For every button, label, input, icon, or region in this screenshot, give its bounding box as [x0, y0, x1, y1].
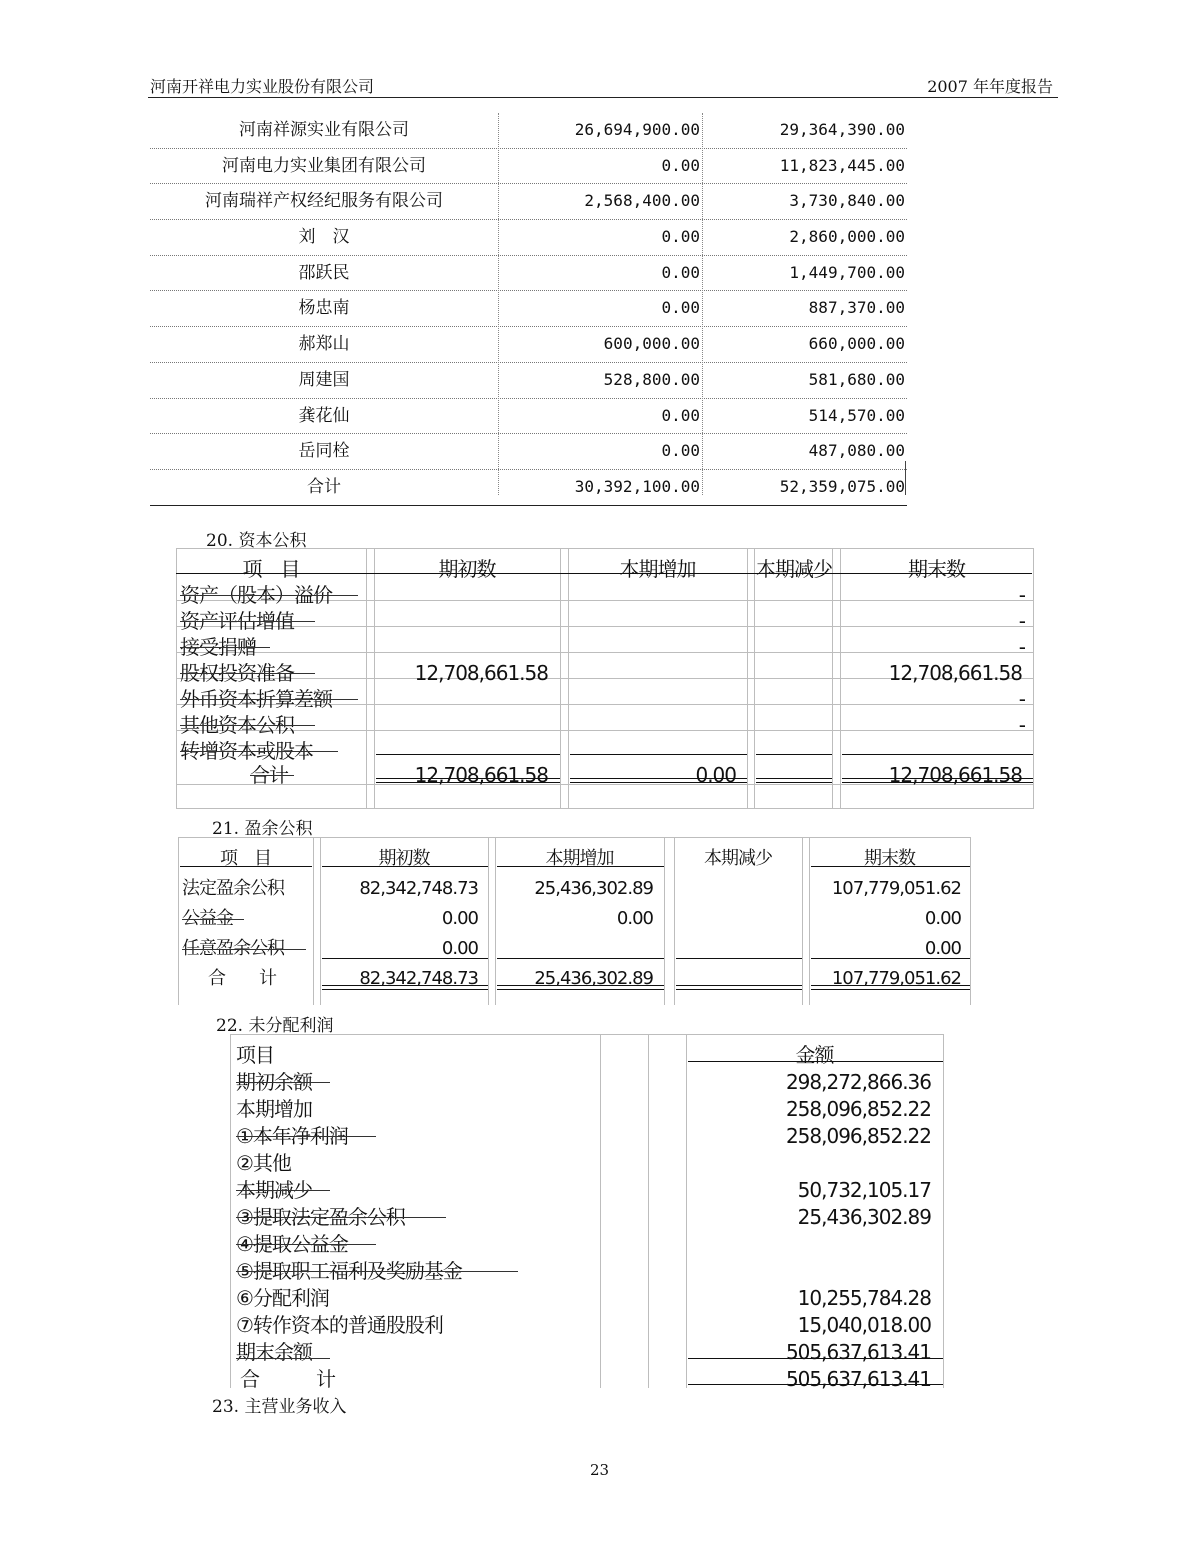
row-amount: 10,255,784.28: [797, 1286, 931, 1310]
row-closing: -: [1018, 609, 1025, 633]
row-name: 杨忠南: [298, 298, 350, 319]
row-label: 外币资本折算差额: [180, 687, 332, 711]
grid-line: [970, 837, 971, 1005]
row-label: 本期增加: [236, 1097, 312, 1121]
col-header-decrease: 本期减少: [756, 557, 832, 581]
row-opening: 0.00: [441, 938, 478, 959]
strike-line: [180, 725, 315, 726]
row-closing: 581,680.00: [808, 369, 905, 389]
subtotal-rule: [842, 754, 1033, 755]
total-rule: [842, 778, 1033, 783]
shareholder-table: [150, 113, 907, 506]
strike-line: [236, 1271, 518, 1272]
row-amount: 50,732,105.17: [797, 1178, 931, 1202]
row-name: 河南祥源实业有限公司: [239, 120, 409, 140]
strike-line: [180, 647, 270, 648]
row-closing: 887,370.00: [808, 298, 905, 318]
strike-line: [180, 673, 315, 674]
row-closing: -: [1018, 687, 1025, 711]
row-opening: 600,000.00: [603, 334, 700, 354]
column-divider: [905, 461, 906, 495]
row-opening: 2,568,400.00: [584, 191, 700, 211]
row-name: 河南瑞祥产权经纪服务有限公司: [205, 191, 443, 212]
section-title: 21. 盈余公积: [212, 819, 313, 839]
row-label: 其他资本公积: [180, 713, 294, 737]
row-label: 公益金: [182, 908, 233, 929]
subtotal-rule: [322, 958, 488, 959]
total-closing: 12,708,661.58: [888, 763, 1022, 787]
table-row: [150, 291, 907, 327]
row-amount: 258,096,852.22: [785, 1097, 931, 1121]
grid-line: [176, 808, 1034, 809]
section-title: 23. 主营业务收入: [212, 1397, 347, 1417]
grid-line: [802, 837, 803, 1005]
grid-line: [600, 1034, 601, 1388]
subtotal-rule: [811, 958, 970, 959]
strike-line: [180, 699, 358, 700]
strike-line: [236, 1082, 330, 1083]
row-opening: 528,800.00: [603, 369, 700, 389]
subtotal-rule: [497, 958, 664, 959]
total-increase: 25,436,302.89: [534, 968, 653, 989]
subtotal-rule: [756, 754, 832, 755]
row-name: 周建国: [298, 369, 350, 390]
table-row: [150, 363, 907, 399]
total-rule: [570, 778, 747, 783]
row-amount: 258,096,852.22: [785, 1124, 931, 1148]
column-divider: [498, 113, 499, 495]
row-name: 郝郑山: [298, 334, 350, 355]
total-rule: [756, 778, 832, 783]
row-amount: 15,040,018.00: [797, 1313, 931, 1337]
row-closing: 0.00: [924, 908, 961, 929]
strike-line: [182, 949, 306, 950]
total-rule: [497, 985, 664, 990]
col-header-item: 项目: [236, 1043, 274, 1067]
col-header-opening: 期初数: [378, 848, 430, 869]
strike-line: [180, 621, 315, 622]
row-opening: 0.00: [441, 908, 478, 929]
header-rule: [148, 97, 1058, 98]
total-opening: 82,342,748.73: [359, 968, 478, 989]
grid-line: [230, 1034, 944, 1035]
strike-line: [250, 775, 294, 776]
row-opening: 12,708,661.58: [414, 661, 548, 685]
row-closing: 0.00: [924, 938, 961, 959]
row-closing: 1,449,700.00: [789, 262, 905, 282]
grid-line: [178, 837, 970, 838]
row-closing: 487,080.00: [808, 441, 905, 461]
row-increase: 25,436,302.89: [534, 878, 653, 899]
row-opening: 0.00: [661, 155, 700, 175]
row-label: ②其他: [236, 1151, 291, 1175]
row-label: 期末余额: [236, 1340, 312, 1364]
table-row: [150, 113, 907, 149]
col-header-decrease: 本期减少: [704, 848, 772, 869]
row-label: 转增资本或股本: [180, 739, 313, 763]
grid-line: [648, 1034, 649, 1388]
row-amount: 298,272,866.36: [785, 1070, 931, 1094]
grid-line: [943, 1034, 944, 1388]
strike-line: [236, 1190, 330, 1191]
row-name: 龚花仙: [298, 405, 350, 426]
total-amount: 505,637,613.41: [785, 1367, 931, 1391]
grid-line: [230, 1034, 231, 1388]
row-closing: 660,000.00: [808, 334, 905, 354]
row-closing: 107,779,051.62: [831, 878, 961, 899]
header-rule: [180, 866, 312, 867]
row-opening: 0.00: [661, 262, 700, 282]
total-label: 合 计: [208, 968, 276, 989]
row-label: ①本年净利润: [236, 1124, 348, 1148]
row-name: 合计: [307, 476, 341, 497]
subtotal-rule: [676, 958, 802, 959]
strike-line: [236, 1358, 330, 1359]
grid-line: [313, 837, 314, 1005]
section-title: 22. 未分配利润: [216, 1016, 334, 1036]
row-amount: 505,637,613.41: [785, 1340, 931, 1364]
row-closing: 52,359,075.00: [779, 476, 905, 496]
row-label: 股权投资准备: [180, 661, 294, 685]
grid-line: [664, 837, 665, 1005]
table-row: [150, 220, 907, 256]
total-rule: [376, 778, 560, 783]
header-company: 河南开祥电力实业股份有限公司: [150, 77, 375, 96]
row-name: 刘 汉: [298, 227, 350, 248]
table-row: [150, 399, 907, 435]
header-rule: [176, 573, 1032, 574]
total-opening: 12,708,661.58: [414, 763, 548, 787]
total-label: 合 计: [240, 1367, 335, 1391]
row-closing: -: [1018, 583, 1025, 607]
total-increase: 0.00: [695, 763, 736, 787]
row-amount: 25,436,302.89: [797, 1205, 931, 1229]
table-row: [150, 256, 907, 292]
col-header-closing: 期末数: [908, 557, 965, 581]
row-opening: 82,342,748.73: [359, 878, 478, 899]
row-closing: 3,730,840.00: [789, 191, 905, 211]
row-increase: 0.00: [616, 908, 653, 929]
header-rule: [322, 866, 488, 867]
col-header-item: 项 目: [242, 557, 300, 581]
row-closing: 2,860,000.00: [789, 227, 905, 247]
strike-line: [180, 751, 338, 752]
subtotal-rule: [376, 754, 560, 755]
row-closing: 12,708,661.58: [888, 661, 1022, 685]
total-rule: [322, 985, 488, 990]
row-label: ⑥分配利润: [236, 1286, 329, 1310]
col-header-item: 项 目: [220, 848, 271, 869]
row-label: ③提取法定盈余公积: [236, 1205, 405, 1229]
strike-line: [180, 595, 358, 596]
header-report-title: 2007 年年度报告: [927, 77, 1053, 96]
row-label: 法定盈余公积: [182, 878, 284, 899]
row-closing: 29,364,390.00: [779, 120, 905, 139]
strike-line: [236, 1217, 446, 1218]
row-closing: 11,823,445.00: [779, 155, 905, 175]
row-opening: 26,694,900.00: [574, 120, 700, 139]
row-name: 河南电力实业集团有限公司: [222, 155, 426, 176]
strike-line: [236, 1244, 376, 1245]
col-header-closing: 期末数: [864, 848, 915, 869]
row-label: ⑤提取职工福利及奖励基金: [236, 1259, 462, 1283]
subtotal-rule: [570, 754, 747, 755]
subtotal-rule: [688, 1358, 943, 1359]
row-opening: 0.00: [661, 298, 700, 318]
row-opening: 0.00: [661, 227, 700, 247]
header-rule: [811, 866, 970, 867]
table-total-row: [150, 470, 907, 506]
row-label: 任意盈余公积: [182, 938, 284, 959]
col-header-increase: 本期增加: [619, 557, 696, 581]
row-label: 期初余额: [236, 1070, 312, 1094]
page-number: 23: [589, 1461, 610, 1479]
row-name: 邵跃民: [298, 262, 350, 283]
row-closing: -: [1018, 713, 1025, 737]
header-rule: [497, 866, 664, 867]
strike-line: [236, 1136, 376, 1137]
col-header-increase: 本期增加: [545, 848, 614, 869]
row-opening: 0.00: [661, 441, 700, 461]
row-label: ④提取公益金: [236, 1232, 348, 1256]
row-opening: 30,392,100.00: [574, 476, 700, 496]
col-header-amount: 金额: [795, 1043, 834, 1067]
strike-line: [182, 919, 244, 920]
row-closing: 514,570.00: [808, 405, 905, 425]
row-opening: 0.00: [661, 405, 700, 425]
row-closing: -: [1018, 635, 1025, 659]
total-rule: [676, 985, 802, 990]
table-row: [150, 149, 907, 185]
grid-line: [488, 837, 489, 1005]
table-row: [150, 327, 907, 363]
row-label: 资产（股本）溢价: [180, 583, 332, 607]
row-label: ⑦转作资本的普通股股利: [236, 1313, 443, 1337]
table-row: [150, 184, 907, 220]
table-row: [150, 434, 907, 470]
total-rule: [811, 985, 970, 990]
header-rule: [688, 1061, 943, 1062]
section-title: 20. 资本公积: [206, 531, 307, 551]
row-label: 资产评估增值: [180, 609, 294, 633]
row-name: 岳同栓: [298, 441, 350, 462]
total-rule: [688, 1384, 943, 1385]
total-closing: 107,779,051.62: [831, 968, 961, 989]
grid-line: [176, 548, 1034, 549]
row-label: 本期减少: [236, 1178, 312, 1202]
row-label: 接受捐赠: [180, 635, 256, 659]
col-header-opening: 期初数: [438, 557, 496, 581]
column-divider: [702, 113, 703, 495]
total-label: 合计: [250, 763, 288, 787]
